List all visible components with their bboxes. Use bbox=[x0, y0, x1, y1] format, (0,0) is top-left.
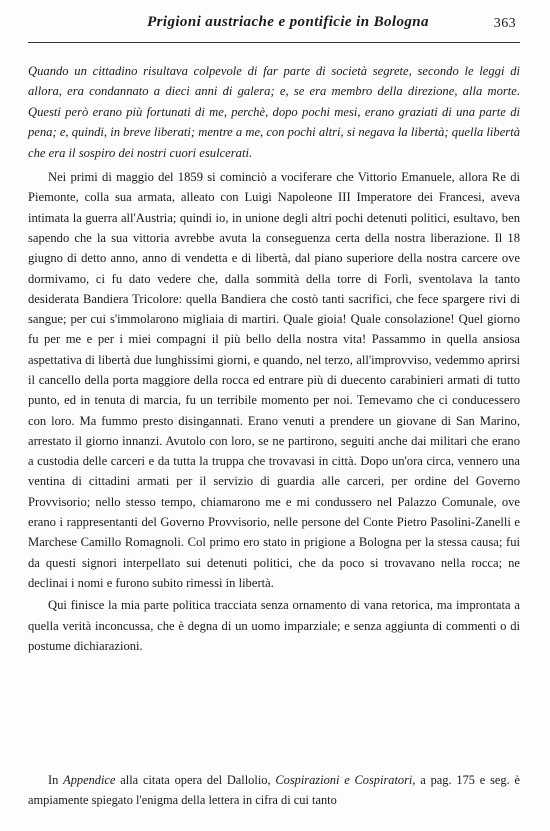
italic-intro-paragraph: Quando un cittadino risultava colpevole di far parte di società segrete, secondo le leggi di allora, era condannato a dieci anni di galera; e, se era membro della direzione, alla morte. Questi però erano più fortunati di me, perchè, dopo pochi mesi, erano graziati di una parte di pena; e, quindi, in breve liberati; mentre a me, con pochi altri, si negava la libertà; quella libertà che era il sospiro dei nostri cuori esulcerati. bbox=[28, 64, 520, 160]
closing-paragraph: Qui finisce la mia parte politica tracciata senza ornamento di vana retorica, ma improntata a quella verità inconcussa, che è degna di un uomo imparziale; e senza aggiunta di commenti o di postume dichiarazioni. bbox=[28, 598, 520, 653]
running-header bbox=[28, 14, 520, 43]
body-text bbox=[28, 167, 520, 656]
main-paragraph: Nei primi di maggio del 1859 si cominciò a vociferare che Vittorio Emanuele, allora Re di Piemonte, colla sua armata, alleato con Luigi Napoleone III Imperatore dei Francesi, aveva intimata la guerra all'Austria; quindi io, in unione degli altri pochi detenuti politici, esultavo, ben sapendo che la sua vittoria avrebbe avuta la conseguenza certa della nostra liberazione. Il 18 giugno di detto anno, anno di vendetta e di libertà, dal piano superiore della nostra carcere ove dormivamo, ci fu dato vedere che, dalla sommità della torre di Forlì, sventolava la tanto desiderata Bandiera Tricolore: quella Bandiera che costò tanti sacrifici, che fece spargere rivi di sangue; per cui s'immolarono migliaia di martiri. Quale gioia! Quale consolazione! Quel giorno fu per me e per i miei compagni il più bello della nostra vita! Passammo in quella ansiosa aspettativa di libertà due lunghissimi giorni, e quando, nel terzo, all'improvviso, vedemmo aprirsi il cancello della porta maggiore della rocca ed entrare più di duecento carabinieri armati di tutto punto, ed in tenuta di marcia, fu un terribile momento per noi. Temevamo che ci conducessero con loro. Ma fummo presto disingannati. Erano venuti a prendere un giovane di San Marino, arrestato il giorno innanzi. Avutolo con loro, se ne partirono, seguiti anche dai militari che erano a custodia delle carceri e da tutta la truppa che trovavasi in città. Dopo un'ora circa, vennero una ventina di cittadini armati per il servizio di guardia alle carceri, per ordine del Governo Provvisorio; nello stesso tempo, chiamarono me e mi condussero nel Palazzo Comunale, ove erano i rappresentanti del Governo Provvisorio, nelle persone del Conte Pietro Pasolini-Zanelli e Marchese Camillo Romagnoli. Col primo ero stato in prigione a Bologna per la stessa causa; fui da questi signori interpellato sui detenuti politici, che da poco si trovavano nella rocca; ne declinai i nomi e furono subito rimessi in libertà. bbox=[28, 170, 520, 590]
page-number: 363 bbox=[493, 16, 516, 31]
footnote-prefix: In bbox=[48, 773, 64, 787]
running-title: Prigioni austriache e pontificie in Bologna bbox=[147, 14, 429, 30]
footnote-mid: alla citata opera del Dallolio, bbox=[115, 773, 276, 787]
footnote bbox=[28, 770, 520, 810]
footnote-appendix-word: Appendice bbox=[63, 773, 116, 787]
footnote-suffix: , a pag. 175 e seg. è ampiamente spiegato l'enigma della lettera in cifra di cui tanto bbox=[28, 773, 521, 807]
footnote-work-title: Cospirazioni e Cospiratori bbox=[275, 773, 413, 787]
